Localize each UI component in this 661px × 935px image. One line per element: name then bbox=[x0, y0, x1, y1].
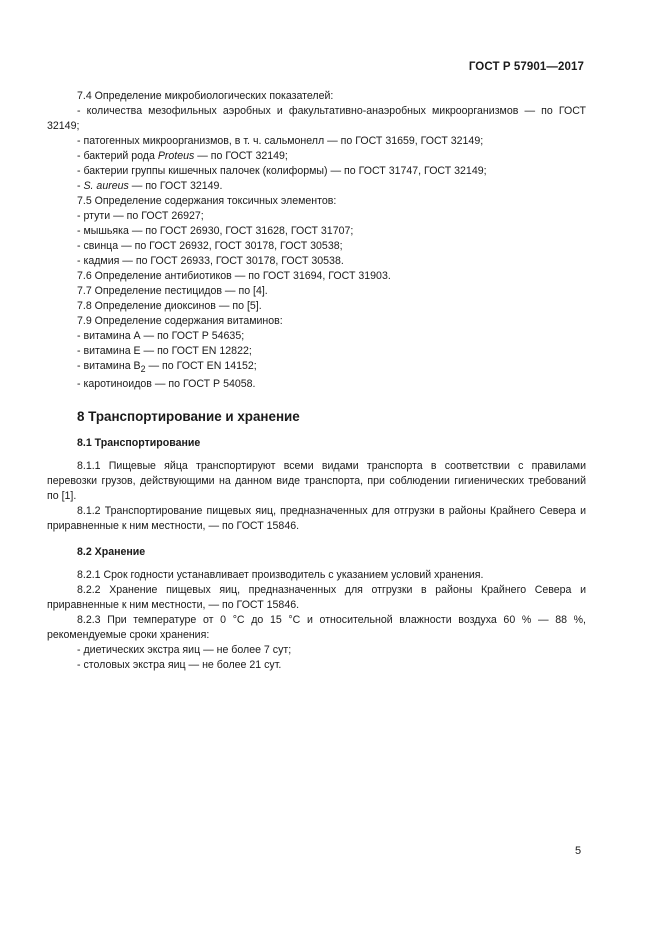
list-item: - мышьяка — по ГОСТ 26930, ГОСТ 31628, ГОСТ 31707; bbox=[77, 225, 354, 237]
list-item bbox=[47, 179, 586, 194]
section-7-4-title: 7.4 Определение микробиологических показателей: bbox=[77, 90, 334, 102]
list-item: - диетических экстра яиц — не более 7 сут; bbox=[77, 644, 292, 657]
text: - bbox=[77, 180, 84, 192]
list-item: - витамина Е — по ГОСТ EN 12822; bbox=[77, 345, 252, 357]
list-item: - свинца — по ГОСТ 26932, ГОСТ 30178, ГОСТ 30538; bbox=[77, 240, 343, 252]
paragraph-8-2-3: 8.2.3 При температуре от 0 °С до 15 °С и относительной влажности воздуха 60 % — 88 %, рекомендуемые сроки хранения: bbox=[47, 614, 586, 642]
page-number: 5 bbox=[575, 845, 582, 857]
text: — по ГОСТ EN 14152; bbox=[145, 360, 257, 372]
italic-term: S. aureus bbox=[83, 180, 129, 192]
list-item: - каротиноидов — по ГОСТ Р 54058. bbox=[77, 378, 256, 391]
paragraph-8-1-1: 8.1.1 Пищевые яйца транспортируют всеми видами транспорта в соответствии с правилами перевозки грузов, действующими на данном виде транспорта, при соблюдении гигиенических требований по [1]. bbox=[47, 460, 586, 503]
paragraph-8-1-2: 8.1.2 Транспортирование пищевых яиц, предназначенных для отгрузки в районы Крайнего Севера и приравненные к ним местности, — по ГОСТ 15846. bbox=[47, 505, 586, 533]
section-8-2-heading: 8.2 Хранение bbox=[77, 546, 146, 559]
document-body bbox=[47, 89, 586, 673]
section-7-6: 7.6 Определение антибиотиков — по ГОСТ 31694, ГОСТ 31903. bbox=[77, 270, 391, 282]
list-item: - кадмия — по ГОСТ 26933, ГОСТ 30178, ГОСТ 30538. bbox=[77, 255, 344, 267]
italic-term: Proteus bbox=[157, 150, 195, 162]
list-item: - столовых экстра яиц — не более 21 сут. bbox=[77, 659, 282, 672]
paragraph-8-2-1: 8.2.1 Срок годности устанавливает производитель с указанием условий хранения. bbox=[77, 569, 484, 582]
text: — по ГОСТ 32149. bbox=[128, 180, 223, 192]
paragraph-8-2-2: 8.2.2 Хранение пищевых яиц, предназначенных для отгрузки в районы Крайнего Севера и приравненные к ним местности, — по ГОСТ 15846. bbox=[47, 584, 586, 612]
text: — по ГОСТ 32149; bbox=[194, 150, 288, 162]
list-item: - бактерии группы кишечных палочек (колиформы) — по ГОСТ 31747, ГОСТ 32149; bbox=[77, 165, 487, 177]
subscript: 2 bbox=[140, 364, 146, 375]
section-8-heading: 8 Транспортирование и хранение bbox=[77, 409, 300, 425]
section-7-9-title: 7.9 Определение содержания витаминов: bbox=[77, 315, 283, 327]
list-item: - количества мезофильных аэробных и факультативно-анаэробных микроорганизмов — по ГОСТ 32149; bbox=[47, 105, 586, 132]
section-7-5-title: 7.5 Определение содержания токсичных элементов: bbox=[77, 195, 337, 207]
text: - бактерий рода bbox=[77, 150, 158, 162]
list-item: - патогенных микроорганизмов, в т. ч. сальмонелл — по ГОСТ 31659, ГОСТ 32149; bbox=[77, 135, 484, 147]
document-header: ГОСТ Р 57901—2017 bbox=[468, 61, 584, 73]
text: - витамина В bbox=[77, 360, 141, 372]
list-item bbox=[47, 149, 586, 164]
list-item bbox=[47, 359, 586, 377]
list-item: - ртути — по ГОСТ 26927; bbox=[77, 210, 204, 222]
section-7-8: 7.8 Определение диоксинов — по [5]. bbox=[77, 300, 262, 312]
list-item: - витамина А — по ГОСТ Р 54635; bbox=[77, 330, 245, 342]
section-8-1-heading: 8.1 Транспортирование bbox=[77, 437, 201, 450]
section-7-7: 7.7 Определение пестицидов — по [4]. bbox=[77, 285, 268, 297]
